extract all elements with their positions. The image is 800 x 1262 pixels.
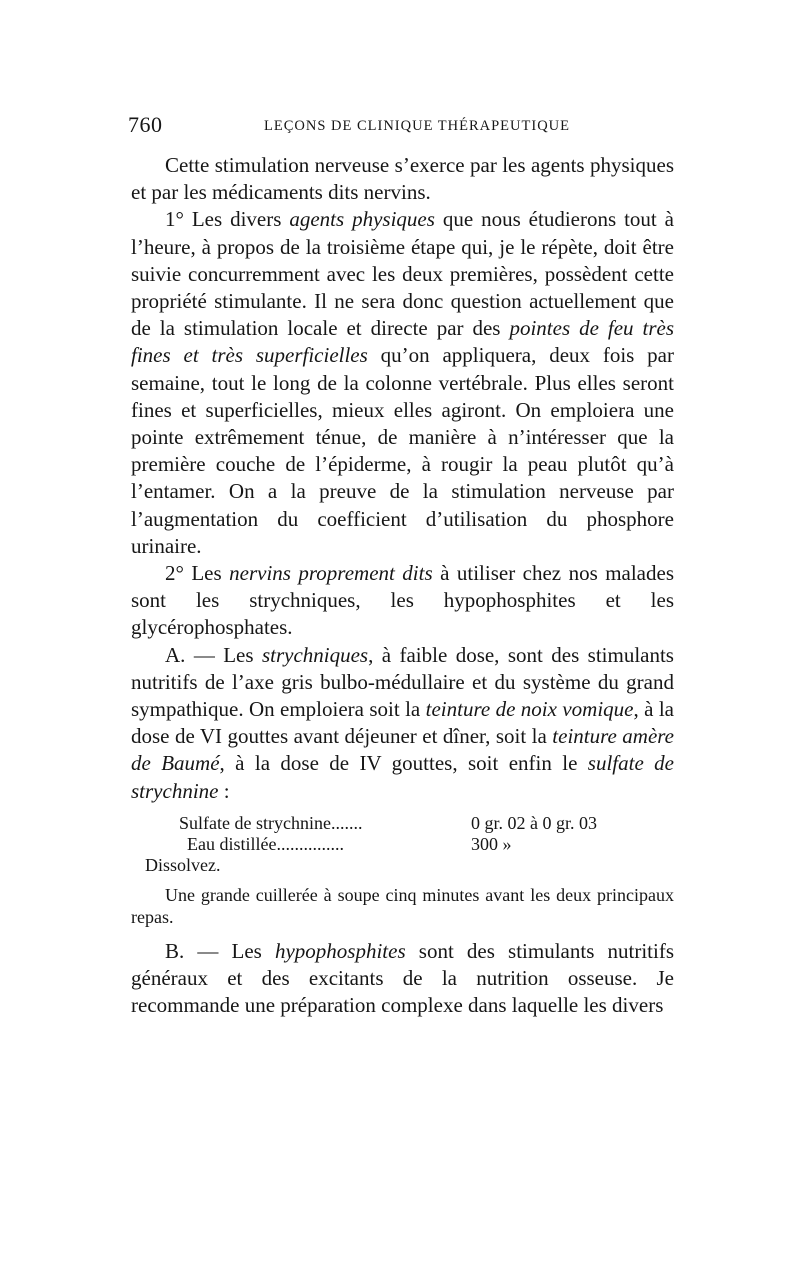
paragraph-stimulation-intro: Cette stimulation nerveuse s’exerce par les agents physiques et par les médicaments dits nervins. <box>131 153 674 205</box>
paragraph-hypophosphites <box>131 938 674 1020</box>
text-segment: 2° Les <box>165 561 230 586</box>
text-segment: à utiliser chez nos malades sont les strychniques, les hypophosphites et les glycérophosphates. <box>131 561 674 640</box>
italic-term: sulfate de strychnine <box>131 751 674 803</box>
running-title: LEÇONS DE CLINIQUE THÉRAPEUTIQUE <box>264 118 570 134</box>
page-number: 760 <box>128 112 163 137</box>
italic-term: teinture amère de Baumé <box>131 724 674 776</box>
formula-quantity: 0 gr. 02 à 0 gr. 03 <box>471 812 597 833</box>
text-segment: , à la dose de VI gouttes avant déjeuner et dîner, soit la <box>131 697 674 749</box>
formula-quantity: 300 » <box>471 833 512 854</box>
paragraph-strychniques <box>131 642 674 805</box>
text-segment: , à la dose de IV gouttes, soit enfin le <box>219 751 588 776</box>
italic-term: agents physiques <box>289 207 435 232</box>
formula-row <box>131 855 674 876</box>
paragraph-nervins <box>131 560 674 642</box>
paragraph-dosage-instruction: Une grande cuillerée à soupe cinq minutes avant les deux principaux repas. <box>131 884 674 927</box>
italic-term: nervins proprement dits <box>229 561 433 586</box>
formula-ingredient: Sulfate de strychnine....... <box>179 812 363 833</box>
text-segment: : <box>218 778 230 803</box>
italic-term: hypophosphites <box>274 938 406 963</box>
text-segment: qu’on appliquera, deux fois par semaine, tout le long de la colonne vertébrale. Plus elles seront fines et superficielles, mieux elles agiront. On emploiera une pointe extrêmement ténue, de manière à n’intéresser que la première couche de l’épiderme, à rougir la peau plutôt qu’à l’entamer. On a la preuve de la stimulation nerveuse par l’augmentation du coefficient d’utilisation du phosphore urinaire. <box>131 343 674 558</box>
text-segment: 1° Les divers <box>165 207 290 232</box>
text-segment: B. — Les <box>165 938 275 963</box>
formula-ingredient: Eau distillée............... <box>187 833 344 854</box>
text-segment: sont des stimulants nutritifs généraux et des excitants de la nutrition osseuse. Je recommande une préparation complexe dans laquelle les divers <box>131 938 675 1018</box>
formula-row <box>131 834 674 855</box>
page-body <box>131 152 674 1019</box>
text-segment: que nous étudierons tout à l’heure, à propos de la troisième étape qui, je le répète, doit être suivie concurremment avec les deux premières, possèdent cette propriété stimulante. Il ne sera donc question actuellement que de la stimulation locale et directe par des <box>131 207 674 341</box>
italic-term: pointes de feu très fines et très superficielles <box>131 316 674 368</box>
formula-row <box>131 813 674 834</box>
text-segment: A. — Les <box>165 642 262 667</box>
page-header <box>128 112 676 142</box>
prescription-formula <box>131 813 674 876</box>
italic-term: teinture de noix vomique <box>425 697 634 722</box>
text-segment: , à faible dose, sont des stimulants nutritifs de l’axe gris bulbo-médullaire et du système du grand sympathique. On emploiera soit la <box>131 642 674 722</box>
paragraph-agents-physiques <box>131 206 674 560</box>
italic-term: strychniques <box>261 642 369 667</box>
formula-instruction: Dissolvez. <box>145 854 221 875</box>
